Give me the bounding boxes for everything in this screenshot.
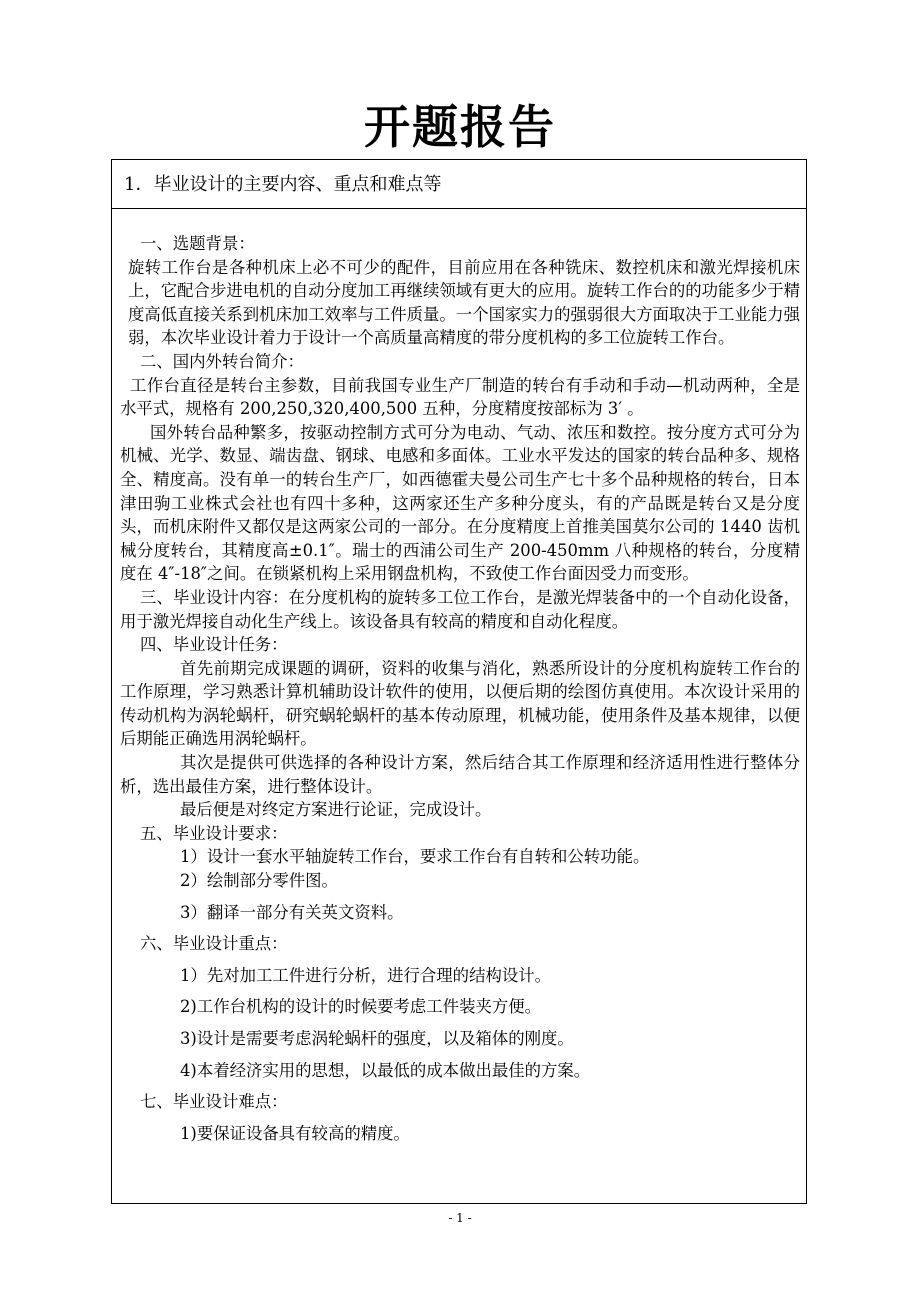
requirement-item: 2）绘制部分零件图。 [180, 871, 338, 891]
section-heading-design-difficulties: 七、毕业设计难点： [140, 1092, 288, 1112]
difficulty-item: 1)要保证设备具有较高的精度。 [180, 1123, 410, 1143]
paragraph-design-content: 三、毕业设计内容：在分度机构的旋转多工位工作台，是激光焊装备中的一个自动化设备，用于激光焊接自动化生产线上。该设备具有较高的精度和自动化程度。 [120, 587, 800, 631]
section-heading-turntable-intro: 二、国内外转台简介： [140, 351, 304, 371]
section-heading-design-focus: 六、毕业设计重点： [140, 934, 288, 954]
page-title: 开题报告 [364, 100, 556, 154]
focus-item: 1）先对加工工件进行分析，进行合理的结构设计。 [180, 965, 552, 985]
report-table [111, 159, 807, 1204]
paragraph-task-last: 最后便是对终定方案进行论证，完成设计。 [180, 800, 492, 820]
page-number: - 1 - [448, 1211, 472, 1225]
section-heading-design-task: 四、毕业设计任务： [140, 635, 288, 655]
paragraph-background: 旋转工作台是各种机床上必不可少的配件，目前应用在各种铣床、数控机床和激光焊接机床上，它配合步进电机的自动分度加工再继续领域有更大的应用。旋转工作台的的功能多少于精度高低直接关系到机床加工效率与工件质量。一个国家实力的强弱很大方面取决于工业能力强弱，本次毕业设计着力于设计一个高质量高精度的带分度机构的多工位旋转工作台。 [128, 257, 800, 348]
requirement-item: 1）设计一套水平轴旋转工作台，要求工作台有自转和公转功能。 [180, 847, 650, 867]
section-heading-background: 一、选题背景： [140, 234, 255, 253]
focus-item: 4)本着经济实用的思想，以最低的成本做出最佳的方案。 [180, 1060, 591, 1080]
section-header: 1．毕业设计的主要内容、重点和难点等 [112, 160, 806, 209]
report-body [120, 209, 800, 1145]
section-heading-design-requirements: 五、毕业设计要求： [140, 823, 288, 843]
paragraph-domestic-turntable: 工作台直径是转台主参数，目前我国专业生产厂制造的转台有手动和手动—机动两种，全是水平式，规格有 200,250,320,400,500 五种，分度精度按部标为 3′ 。 [120, 375, 800, 419]
focus-item: 3)设计是需要考虑涡轮蜗杆的强度，以及箱体的刚度。 [180, 1029, 574, 1048]
paragraph-task-first: 首先前期完成课题的调研，资料的收集与消化，熟悉所设计的分度机构旋转工作台的工作原理，学习熟悉计算机辅助设计软件的使用，以便后期的绘图仿真使用。本次设计采用的传动机构为涡轮蜗杆，研究蜗轮蜗杆的基本传动原理，机械功能，使用条件及基本规律，以便后期能正确选用涡轮蜗杆。 [120, 658, 800, 749]
focus-item: 2)工作台机构的设计的时候要考虑工件装夹方便。 [180, 997, 542, 1017]
paragraph-foreign-turntable: 国外转台品种繁多，按驱动控制方式可分为电动、气动、浓压和数控。按分度方式可分为机械、光学、数显、端齿盘、钢球、电感和多面体。工业水平发达的国家的转台品种多、规格全、精度高。没有单一的转台生产厂，如西德霍夫曼公司生产七十多个品种规格的转台，日本津田驹工业株式会社也有四十多种，这两家还生产多种分度头，有的产品既是转台又是分度头，而机床附件又都仅是这两家公司的一部分。在分度精度上首推美国莫尔公司的 1440 齿机械分度转台，其精度高±0.1″。瑞士的西浦公司生产 200-450mm 八种规格的转台，分度精度在 4″-18″之间。在锁紧机构上采用钢盘机构，不致使工作台面因受力而变形。 [120, 422, 800, 584]
requirement-item: 3）翻译一部分有关英文资料。 [180, 902, 404, 922]
paragraph-task-second: 其次是提供可供选择的各种设计方案，然后结合其工作原理和经济适用性进行整体分析，选出最佳方案，进行整体设计。 [120, 753, 800, 796]
